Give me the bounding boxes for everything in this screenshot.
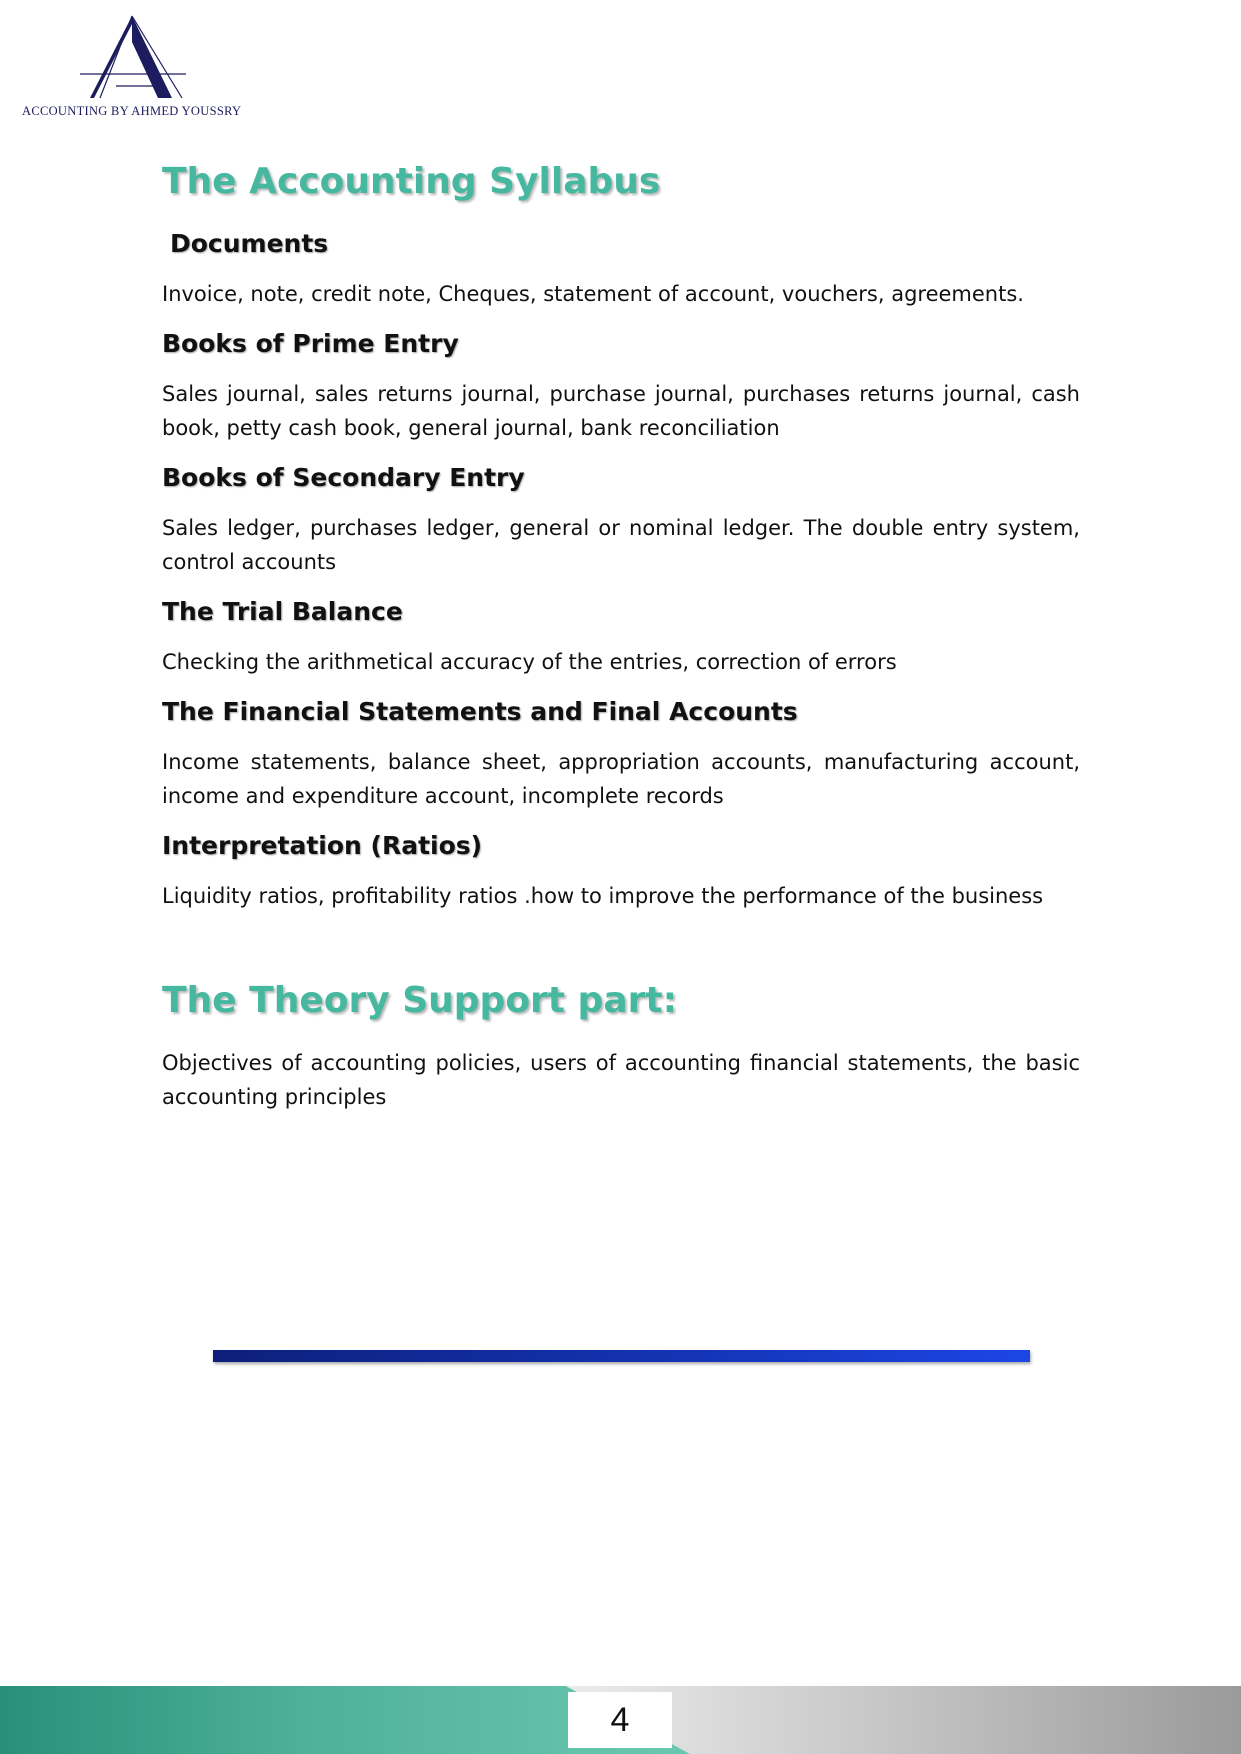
main-content (162, 160, 1080, 1132)
section-body-financial-statements: Income statements, balance sheet, appropriation accounts, manufacturing account, income and expenditure account, incomplete records (162, 750, 1080, 809)
section-heading-interpretation: Interpretation (Ratios) (162, 831, 483, 861)
theory-title: The Theory Support part: (162, 980, 677, 1022)
section-heading-financial-statements: The Financial Statements and Final Accounts (162, 697, 798, 727)
section-body-interpretation: Liquidity ratios, profitability ratios .how to improve the performance of the business (162, 884, 1044, 909)
section-heading-secondary-entry: Books of Secondary Entry (162, 463, 525, 493)
section-body-secondary-entry: Sales ledger, purchases ledger, general or nominal ledger. The double entry system, control accounts (162, 516, 1080, 575)
section-heading-prime-entry: Books of Prime Entry (162, 329, 459, 359)
logo-text: ACCOUNTING BY AHMED YOUSSRY (22, 104, 242, 118)
section-body-documents: Invoice, note, credit note, Cheques, statement of account, vouchers, agreements. (162, 282, 1024, 307)
section-heading-documents: Documents (170, 229, 329, 259)
section-body-trial-balance: Checking the arithmetical accuracy of the entries, correction of errors (162, 650, 897, 675)
page-footer (0, 1686, 1241, 1754)
section-body-prime-entry: Sales journal, sales returns journal, purchase journal, purchases returns journal, cash book, petty cash book, general journal, bank reconciliation (162, 382, 1080, 441)
blue-divider (213, 1350, 1030, 1362)
page-number: 4 (568, 1692, 672, 1748)
page-title: The Accounting Syllabus (162, 161, 661, 202)
logo-a-mark-icon (80, 14, 200, 100)
logo (18, 14, 258, 124)
theory-body: Objectives of accounting policies, users of accounting financial statements, the basic accounting principles (162, 1051, 1080, 1110)
section-heading-trial-balance: The Trial Balance (162, 597, 403, 627)
